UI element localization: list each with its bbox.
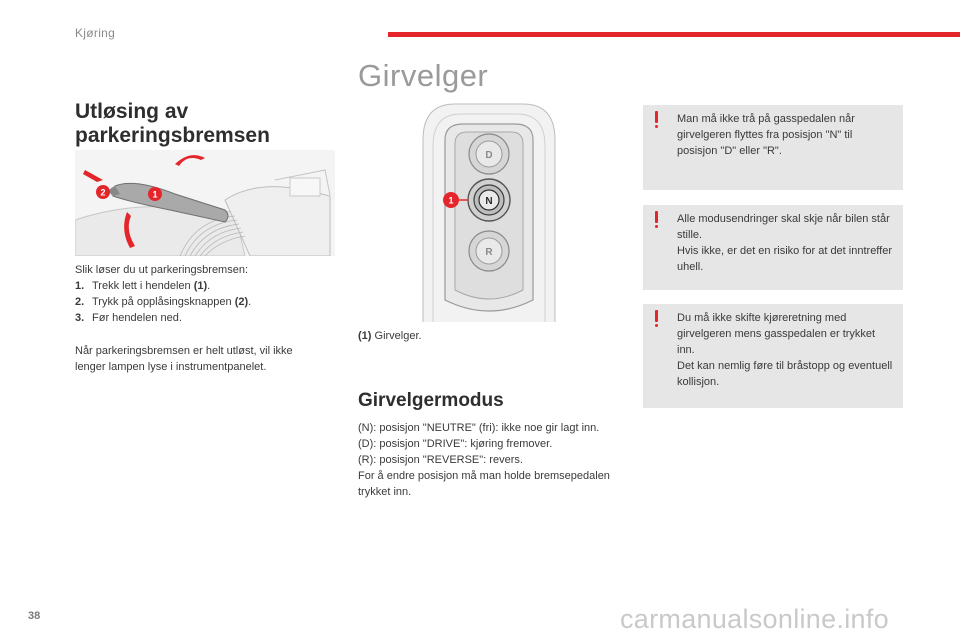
brake-step-1	[75, 278, 340, 294]
step-number: 1.	[75, 280, 85, 292]
step-text: Trekk lett i hendelen (1).	[92, 280, 211, 292]
warning-icon	[655, 111, 659, 129]
selector-callout-1: 1	[448, 195, 454, 206]
selector-button-d: D	[485, 150, 493, 161]
selector-button-r: R	[485, 247, 493, 258]
brake-step-3	[75, 310, 340, 326]
brake-intro-text: Slik løser du ut parkeringsbremsen:	[75, 264, 249, 276]
step-text: Før hendelen ned.	[92, 312, 182, 324]
page-title: Girvelger	[358, 58, 489, 93]
step-number: 3.	[75, 312, 85, 324]
brake-callout-1: 1	[152, 189, 158, 200]
header-accent-bar	[388, 32, 960, 37]
warning-box-1	[643, 105, 903, 190]
step-number: 2.	[75, 296, 85, 308]
warning-icon	[655, 310, 659, 328]
brake-callout-2: 2	[100, 187, 106, 198]
warning-text: Det kan nemlig føre til bråstopp og eventuell kollisjon.	[677, 360, 893, 388]
mode-change-note: For å endre posisjon må man holde bremsepedalen trykket inn.	[358, 470, 610, 498]
modes-heading: Girvelgermodus	[358, 390, 504, 411]
parking-brake-heading	[75, 100, 315, 148]
parking-brake-heading-line1: Utløsing av	[75, 100, 189, 123]
brake-step-2	[75, 294, 340, 310]
brake-steps-list	[75, 278, 340, 326]
caption-ref: (1)	[358, 330, 372, 342]
brake-note-text: Når parkeringsbremsen er helt utløst, vil ikke lenger lampen lyse i instrumentpanelet.	[75, 345, 293, 373]
section-label: Kjøring	[75, 26, 116, 40]
mode-item-r: (R): posisjon "REVERSE": revers.	[358, 454, 523, 466]
warning-icon	[655, 211, 659, 229]
warning-box-3	[643, 304, 903, 408]
parking-brake-illustration	[75, 150, 335, 256]
warning-text: Alle modusendringer skal skje når bilen står stille.	[677, 213, 890, 241]
modes-list	[358, 420, 618, 500]
page-number: 38	[28, 610, 41, 622]
selector-button-n: N	[485, 196, 493, 207]
mode-item-n: (N): posisjon "NEUTRE" (fri): ikke noe gir lagt inn.	[358, 422, 600, 434]
step-text: Trykk på opplåsingsknappen (2).	[92, 296, 252, 308]
caption-text: Girvelger.	[371, 330, 422, 342]
watermark: carmanualsonline.info	[620, 604, 889, 634]
warning-text: Du må ikke skifte kjøreretning med girvelgeren mens gasspedalen er trykket inn.	[677, 312, 876, 356]
warning-text: Hvis ikke, er det en risiko for at det inntreffer uhell.	[677, 245, 892, 273]
warning-text: Man må ikke trå på gasspedalen når girvelgeren flyttes fra posisjon "N" til posisjon "D" eller "R".	[677, 113, 855, 157]
mode-item-d: (D): posisjon "DRIVE": kjøring fremover.	[358, 438, 553, 450]
parking-brake-heading-line2: parkeringsbremsen	[75, 124, 270, 147]
selector-caption	[358, 329, 422, 343]
gear-selector-illustration	[415, 100, 563, 322]
warning-box-2	[643, 205, 903, 290]
